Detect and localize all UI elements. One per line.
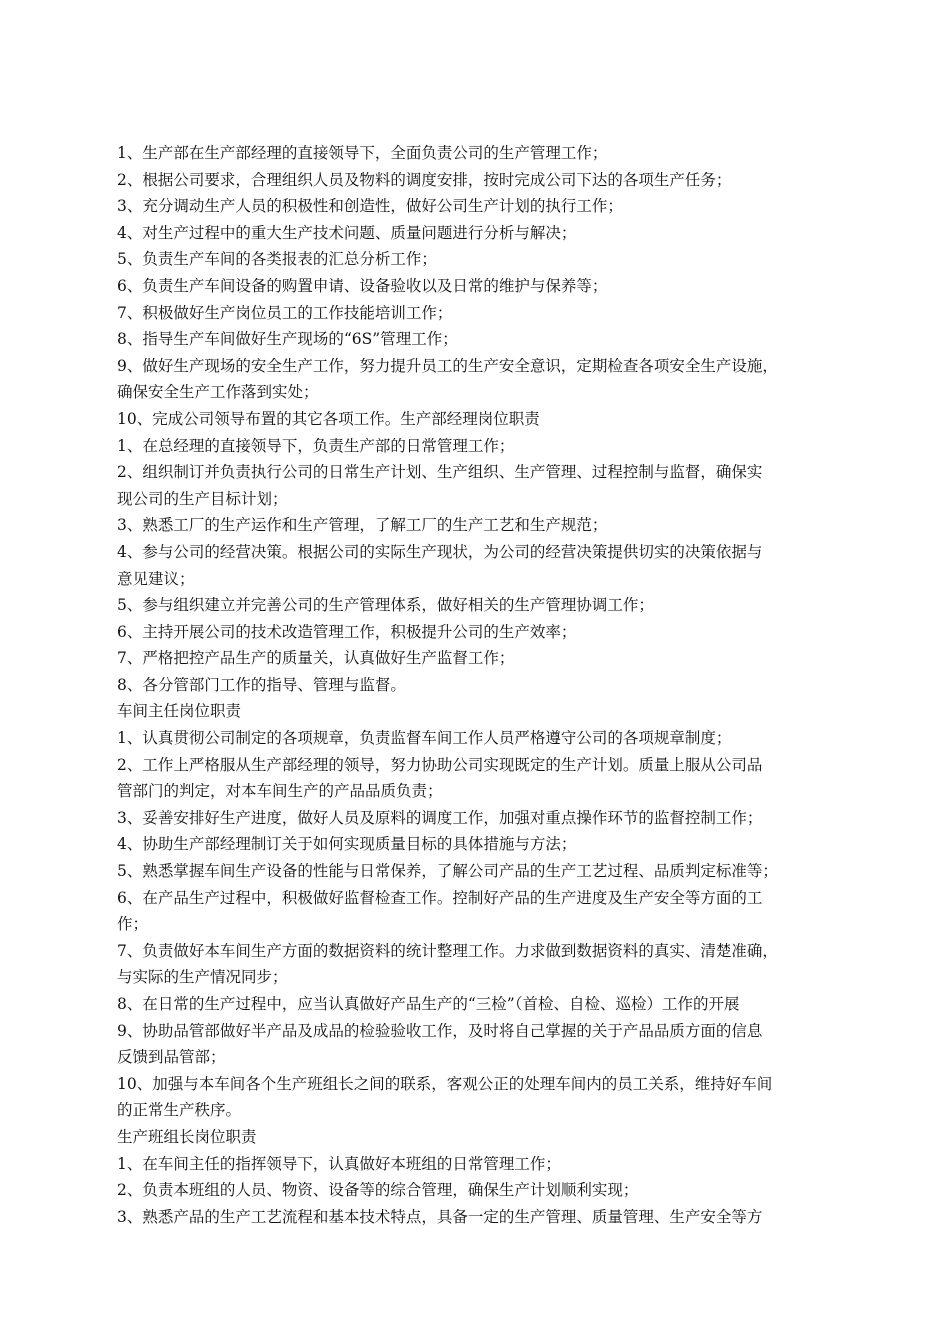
text-line: 3、熟悉产品的生产工艺流程和基本技术特点，具备一定的生产管理、质量管理、生产安全等方 — [117, 1207, 763, 1226]
text-line: 2、负责本班组的人员、物资、设备等的综合管理，确保生产计划顺利实现； — [117, 1181, 639, 1200]
section-heading: 车间主任岗位职责 — [117, 702, 242, 721]
text-line: 1、生产部在生产部经理的直接领导下，全面负责公司的生产管理工作； — [117, 144, 608, 162]
text-line: 8、在日常的生产过程中，应当认真做好产品生产的“三检”（首检、自检、巡检）工作的开展 — [117, 995, 740, 1013]
text-line: 2、根据公司要求，合理组织人员及物料的调度安排，按时完成公司下达的各项生产任务； — [117, 170, 732, 189]
text-line: 9、做好生产现场的安全生产工作，努力提升员工的生产安全意识，定期检查各项安全生产设施， — [117, 356, 778, 375]
text-line: 4、对生产过程中的重大生产技术问题、质量问题进行分析与解决； — [117, 223, 577, 242]
text-line: 6、主持开展公司的技术改造管理工作，积极提升公司的生产效率； — [117, 622, 577, 641]
text-line: 1、在总经理的直接领导下，负责生产部的日常管理工作； — [117, 436, 515, 455]
text-line: 9、协助品管部做好半产品及成品的检验验收工作，及时将自己掌握的关于产品品质方面的信息 — [117, 1021, 763, 1040]
text-line: 2、工作上严格服从生产部经理的领导，努力协助公司实现既定的生产计划。质量上服从公司品 — [117, 755, 763, 774]
section-heading: 生产班组长岗位职责 — [117, 1127, 257, 1146]
text-line: 确保安全生产工作落到实处； — [117, 383, 319, 402]
text-line: 3、熟悉工厂的生产运作和生产管理，了解工厂的生产工艺和生产规范； — [117, 516, 608, 535]
text-line: 6、负责生产车间设备的购置申请、设备验收以及日常的维护与保养等； — [117, 276, 608, 295]
text-line: 10、完成公司领导布置的其它各项工作。生产部经理岗位职责 — [117, 409, 540, 428]
text-line: 的正常生产秩序。 — [117, 1101, 242, 1120]
text-line: 10、加强与本车间各个生产班组长之间的联系，客观公正的处理车间内的员工关系，维持好车间 — [117, 1074, 773, 1093]
text-line: 意见建议； — [117, 569, 195, 588]
text-line: 7、积极做好生产岗位员工的工作技能培训工作； — [117, 303, 453, 322]
text-line: 1、在车间主任的指挥领导下，认真做好本班组的日常管理工作； — [117, 1154, 561, 1173]
text-line: 2、组织制订并负责执行公司的日常生产计划、生产组织、生产管理、过程控制与监督，确保实 — [117, 463, 763, 482]
text-line: 4、参与公司的经营决策。根据公司的实际生产现状，为公司的经营决策提供切实的决策依据与 — [117, 542, 763, 561]
text-line: 1、认真贯彻公司制定的各项规章，负责监督车间工作人员严格遵守公司的各项规章制度； — [117, 729, 732, 748]
text-line: 5、熟悉掌握车间生产设备的性能与日常保养，了解公司产品的生产工艺过程、品质判定标准等； — [117, 862, 778, 881]
text-line: 7、严格把控产品生产的质量关，认真做好生产监督工作； — [117, 649, 515, 668]
text-line: 作； — [117, 915, 149, 934]
text-line: 6、在产品生产过程中，积极做好监督检查工作。控制好产品的生产进度及生产安全等方面的工 — [117, 888, 763, 907]
text-line: 5、参与组织建立并完善公司的生产管理体系，做好相关的生产管理协调工作； — [117, 596, 654, 615]
text-line: 现公司的生产目标计划； — [117, 489, 288, 508]
text-line: 与实际的生产情况同步； — [117, 968, 288, 987]
text-line: 3、妥善安排好生产进度，做好人员及原料的调度工作，加强对重点操作环节的监督控制工作； — [117, 808, 763, 827]
text-line: 7、负责做好本车间生产方面的数据资料的统计整理工作。力求做到数据资料的真实、清楚准确， — [117, 941, 778, 960]
text-line: 8、各分管部门工作的指导、管理与监督。 — [117, 675, 406, 694]
text-line: 5、负责生产车间的各类报表的汇总分析工作； — [117, 250, 437, 269]
document-body — [117, 140, 837, 1230]
text-line: 反馈到品管部； — [117, 1048, 226, 1067]
text-line: 管部门的判定，对本车间生产的产品品质负责； — [117, 782, 443, 801]
text-line: 4、协助生产部经理制订关于如何实现质量目标的具体措施与方法； — [117, 835, 577, 854]
text-line: 8、指导生产车间做好生产现场的“6S”管理工作； — [117, 330, 458, 349]
text-line: 3、充分调动生产人员的积极性和创造性，做好公司生产计划的执行工作； — [117, 197, 623, 216]
